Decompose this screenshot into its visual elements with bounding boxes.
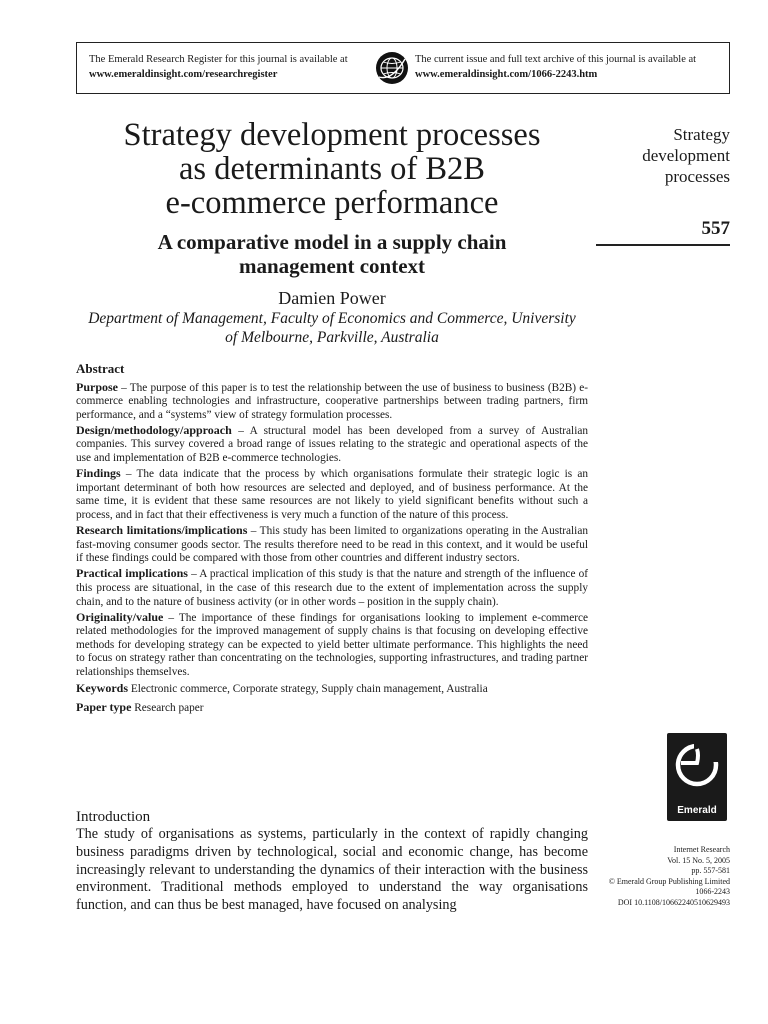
journal-name: Internet Research	[673, 845, 730, 854]
title-line-3: e-commerce performance	[165, 185, 499, 221]
title-line-1: Strategy development processes	[123, 117, 541, 153]
running-head-line-1: Strategy	[673, 125, 730, 144]
practical-label: Practical implications	[76, 566, 188, 581]
journal-citation-block	[570, 845, 730, 908]
journal-pages: pp. 557-581	[691, 866, 730, 875]
running-head-line-3: processes	[664, 167, 730, 186]
author-affiliation	[76, 309, 588, 347]
paper-type-label: Paper type	[76, 700, 132, 715]
keywords	[76, 682, 588, 697]
subtitle-line-1: A comparative model in a supply chain	[157, 230, 507, 254]
originality-label: Originality/value	[76, 609, 164, 624]
research-register-note	[89, 52, 379, 82]
emerald-wordmark: Emerald	[677, 805, 717, 816]
limitations-text: – This study has been limited to organizations operating in the Australian fast-moving consumer goods sector. The results therefore need to be read in this context, and it would be useful if these findings could be compared with those from other countries and different industry sectors.	[76, 525, 588, 565]
introduction-heading: Introduction	[76, 809, 151, 825]
paper-type	[76, 701, 588, 716]
design-text: – A structural model has been developed from a survey of Australian companies. This survey covered a broad range of issues relating to the strategic and operational aspects of the use and implementation of B2B e-commerce technologies.	[76, 424, 588, 465]
subtitle-line-2: management context	[238, 254, 426, 278]
introduction-text: The study of organisations as systems, particularly in the context of rapidly changing business paradigms driven by technological, social and economic change, has become increasingly relevant to understanding the dynamics of their interaction with the business environment. Traditional methods employed to understand the way organisations function, and can thus be best managed, have focused on analysing	[76, 826, 588, 914]
journal-copyright: © Emerald Group Publishing Limited	[608, 876, 730, 886]
journal-availability-header	[76, 42, 730, 94]
archive-note	[415, 52, 735, 82]
purpose-text: – The purpose of this paper is to test the relationship between the use of business to business (B2B) e-commerce enabling technologies and infrastructure, cooperative partnerships between trading partners, firm performance, and a “systems” view of strategy formulation processes.	[76, 381, 588, 421]
practical-text: – A practical implication of this study is that the nature and strength of the influence of this process are situational, in the case of this research due to the extent of implementation across the supply chain, and to the nature of business activity (or in other words – position in the supply chain).	[76, 568, 588, 608]
emerald-e-icon	[667, 733, 727, 803]
keywords-label: Keywords	[76, 680, 128, 695]
page-number-rule	[596, 244, 730, 246]
title-line-2: as determinants of B2B	[179, 151, 485, 187]
emerald-logo	[667, 733, 727, 821]
article-subtitle	[76, 230, 588, 278]
abstract-design	[76, 424, 588, 466]
introduction-section	[76, 808, 588, 915]
findings-text: – The data indicate that the process by which organisations formulate their strategic logic is an important determinant of both how resources are selected and deployed, and of business performance. At the same time, it is evident that these same resources are not likely to yield significant benefits without such a process, and in fact that their effectiveness is very much a function of the nature of this process.	[76, 468, 588, 521]
affiliation-line-1: Department of Management, Faculty of Economics and Commerce, University	[88, 310, 576, 327]
archive-url[interactable]: www.emeraldinsight.com/1066-2243.htm	[415, 69, 598, 80]
abstract	[76, 362, 588, 717]
running-head-line-2: development	[642, 146, 730, 165]
research-register-url[interactable]: www.emeraldinsight.com/researchregister	[89, 69, 278, 80]
abstract-findings	[76, 467, 588, 522]
paper-type-text: Research paper	[131, 702, 204, 715]
journal-volume: Vol. 15 No. 5, 2005	[667, 855, 730, 865]
abstract-heading: Abstract	[76, 361, 125, 376]
page-number: 557	[701, 218, 730, 239]
keywords-text: Electronic commerce, Corporate strategy, Supply chain management, Australia	[128, 682, 488, 695]
purpose-label: Purpose	[76, 379, 118, 394]
abstract-originality	[76, 611, 588, 680]
originality-text: – The importance of these findings for organisations looking to implement e-commerce related methodologies for the improved management of supply chains is that focusing on developing effective methods for developing strategy can be expected to yield better ultimate performance. This highlights the need to focus on strategy rather than concentrating on the technologies, supporting infrastructures, and trading partner relationships themselves.	[76, 611, 588, 678]
abstract-practical	[76, 567, 588, 609]
research-register-text: The Emerald Research Register for this journal is available at	[89, 54, 348, 65]
author-name: Damien Power	[278, 288, 386, 308]
article-title	[76, 118, 588, 220]
affiliation-line-2: of Melbourne, Parkville, Australia	[225, 329, 439, 346]
globe-icon	[375, 51, 409, 85]
journal-issn: 1066-2243	[695, 887, 730, 896]
limitations-label: Research limitations/implications	[76, 523, 248, 538]
archive-text: The current issue and full text archive of this journal is available at	[415, 54, 697, 65]
journal-doi: DOI 10.1108/10662240510629493	[617, 897, 730, 907]
design-label: Design/methodology/approach	[76, 422, 232, 437]
running-head	[590, 124, 730, 187]
abstract-purpose	[76, 381, 588, 423]
findings-label: Findings	[76, 466, 121, 481]
abstract-limitations	[76, 524, 588, 566]
